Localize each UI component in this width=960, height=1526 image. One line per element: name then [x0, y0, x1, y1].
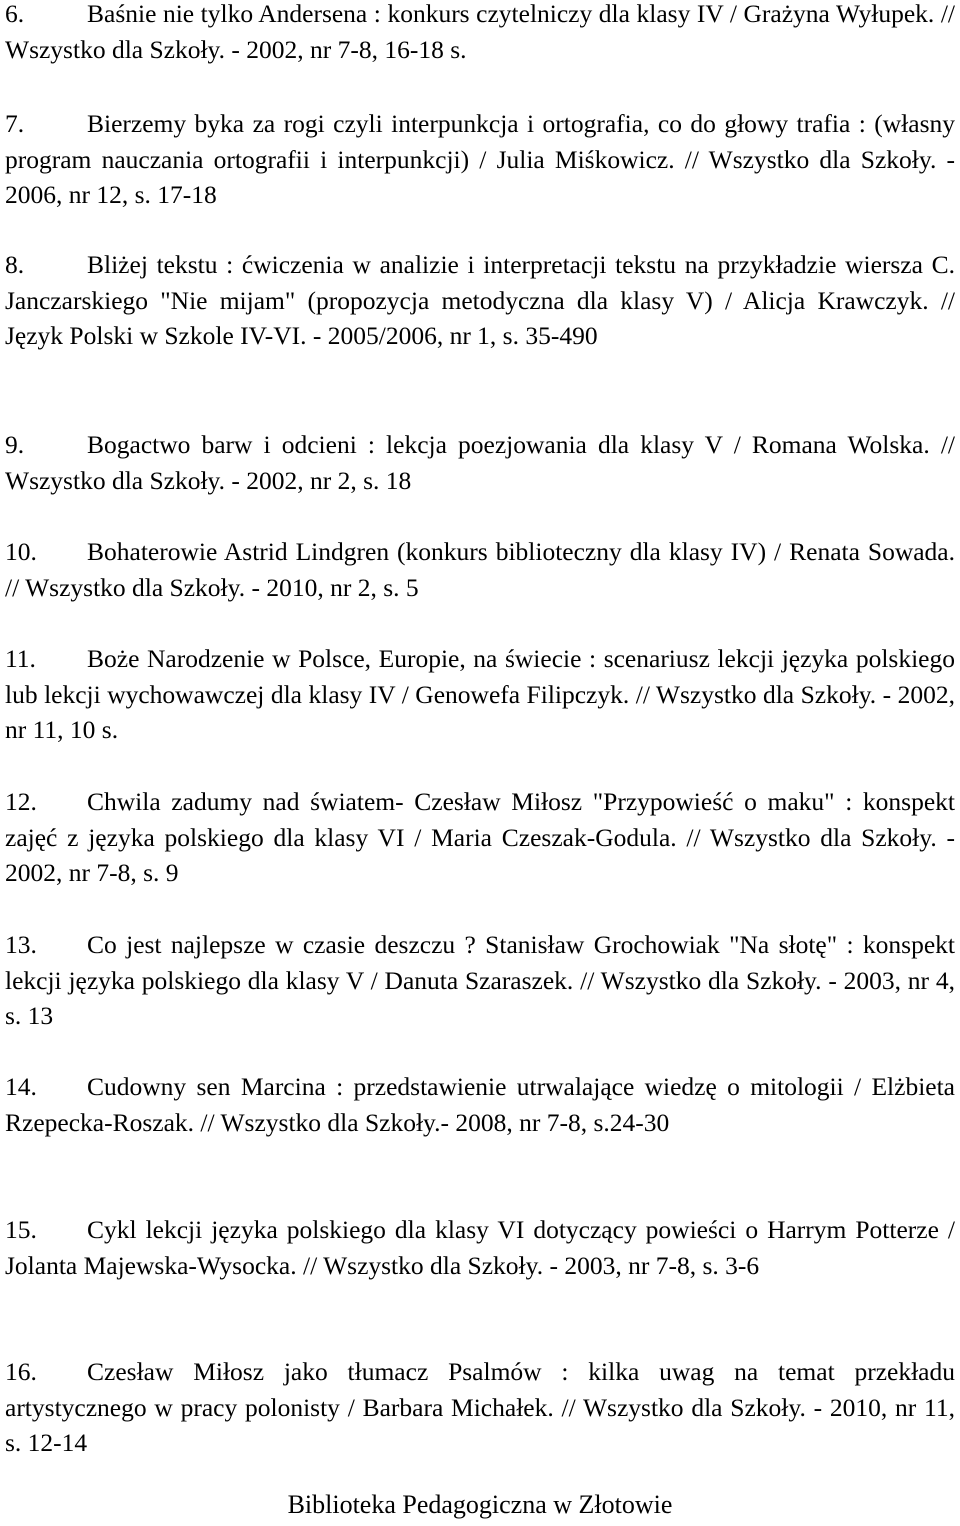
entry-text: Bohaterowie Astrid Lindgren (konkurs biblioteczny dla klasy IV) / Renata Sowada. // Wszystko dla Szkoły. - 2010, nr 2, s. 5	[5, 537, 955, 602]
entry-text: Czesław Miłosz jako tłumacz Psalmów : kilka uwag na temat przekładu artystycznego w pracy polonisty / Barbara Michałek. // Wszystko dla Szkoły. - 2010, nr 11, s. 12-14	[5, 1357, 955, 1457]
entry-text: Cykl lekcji języka polskiego dla klasy VI dotyczący powieści o Harrym Potterze / Jolanta Majewska-Wysocka. // Wszystko dla Szkoły. - 2003, nr 7-8, s. 3-6	[5, 1215, 955, 1280]
entry-text: Bliżej tekstu : ćwiczenia w analizie i interpretacji tekstu na przykładzie wiersza C. Janczarskiego "Nie mijam" (propozycja metodyczna dla klasy V) / Alicja Krawczyk. // Język Polski w Szkole IV-VI. - 2005/2006, nr 1, s. 35-490	[5, 250, 955, 350]
entry-text: Bogactwo barw i odcieni : lekcja poezjowania dla klasy V / Romana Wolska. // Wszystko dla Szkoły. - 2002, nr 2, s. 18	[5, 430, 955, 495]
bibliography-entry-6	[5, 0, 955, 67]
entry-number: 11.	[5, 644, 36, 673]
entry-number: 14.	[5, 1072, 37, 1101]
bibliography-entry-13	[5, 927, 955, 1034]
bibliography-entry-10	[5, 534, 955, 605]
entry-text: Chwila zadumy nad światem- Czesław Miłosz "Przypowieść o maku" : konspekt zajęć z języka polskiego dla klasy VI / Maria Czeszak-Godula. // Wszystko dla Szkoły. - 2002, nr 7-8, s. 9	[5, 787, 955, 887]
entry-text: Baśnie nie tylko Andersena : konkurs czytelniczy dla klasy IV / Grażyna Wyłupek. // Wszystko dla Szkoły. - 2002, nr 7-8, 16-18 s.	[5, 0, 955, 64]
entry-number: 7.	[5, 109, 25, 138]
entry-text: Bierzemy byka za rogi czyli interpunkcja i ortografia, co do głowy trafia : (własny program nauczania ortografii i interpunkcji) / Julia Miśkowicz. // Wszystko dla Szkoły. - 2006, nr 12, s. 17-18	[5, 109, 955, 209]
entry-text: Co jest najlepsze w czasie deszczu ? Stanisław Grochowiak "Na słotę" : konspekt lekcji języka polskiego dla klasy V / Danuta Szaraszek. // Wszystko dla Szkoły. - 2003, nr 4, s. 13	[5, 930, 955, 1030]
entry-text: Cudowny sen Marcina : przedstawienie utrwalające wiedzę o mitologii / Elżbieta Rzepecka-Roszak. // Wszystko dla Szkoły.- 2008, nr 7-8, s.24-30	[5, 1072, 955, 1137]
bibliography-entry-9	[5, 427, 955, 498]
entry-number: 12.	[5, 787, 37, 816]
bibliography-entry-12	[5, 784, 955, 891]
bibliography-entry-7	[5, 106, 955, 213]
entry-text: Boże Narodzenie w Polsce, Europie, na świecie : scenariusz lekcji języka polskiego lub lekcji wychowawczej dla klasy IV / Genowefa Filipczyk. // Wszystko dla Szkoły. - 2002, nr 11, 10 s.	[5, 644, 955, 744]
entry-number: 8.	[5, 250, 25, 279]
entry-number: 13.	[5, 930, 37, 959]
entry-number: 6.	[5, 0, 25, 28]
bibliography-entry-11	[5, 641, 955, 748]
bibliography-entry-8	[5, 247, 955, 354]
entry-number: 16.	[5, 1357, 37, 1386]
bibliography-entry-15	[5, 1212, 955, 1283]
entry-number: 15.	[5, 1215, 37, 1244]
entry-number: 10.	[5, 537, 37, 566]
page-footer: Biblioteka Pedagogiczna w Złotowie	[287, 1490, 673, 1519]
entry-number: 9.	[5, 430, 25, 459]
bibliography-entry-14	[5, 1069, 955, 1140]
bibliography-entry-16	[5, 1354, 955, 1461]
